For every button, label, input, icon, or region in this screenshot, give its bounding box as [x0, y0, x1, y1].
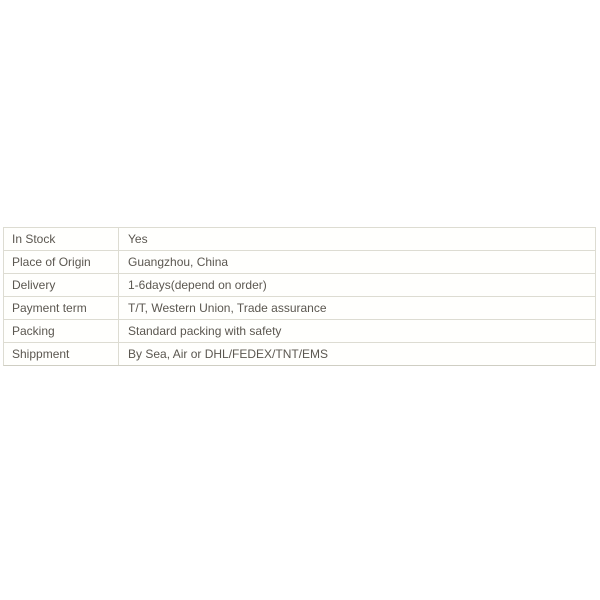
spec-value: T/T, Western Union, Trade assurance	[128, 301, 327, 315]
table-row	[4, 343, 595, 365]
table-row	[4, 228, 595, 251]
spec-label: Packing	[4, 320, 119, 342]
table-row	[4, 320, 595, 343]
spec-value: Standard packing with safety	[128, 324, 282, 338]
spec-value: By Sea, Air or DHL/FEDEX/TNT/EMS	[128, 347, 329, 361]
spec-label: Delivery	[4, 274, 119, 296]
spec-label: Payment term	[4, 297, 119, 319]
spec-value: 1-6days(depend on order)	[128, 278, 267, 292]
table-row	[4, 274, 595, 297]
spec-value: Yes	[128, 232, 148, 246]
product-spec-table	[3, 227, 596, 366]
spec-value: Guangzhou, China	[128, 255, 229, 269]
table-row	[4, 297, 595, 320]
spec-label: Place of Origin	[4, 251, 119, 273]
spec-label: Shippment	[4, 343, 119, 365]
spec-label: In Stock	[4, 228, 119, 250]
table-row	[4, 251, 595, 274]
